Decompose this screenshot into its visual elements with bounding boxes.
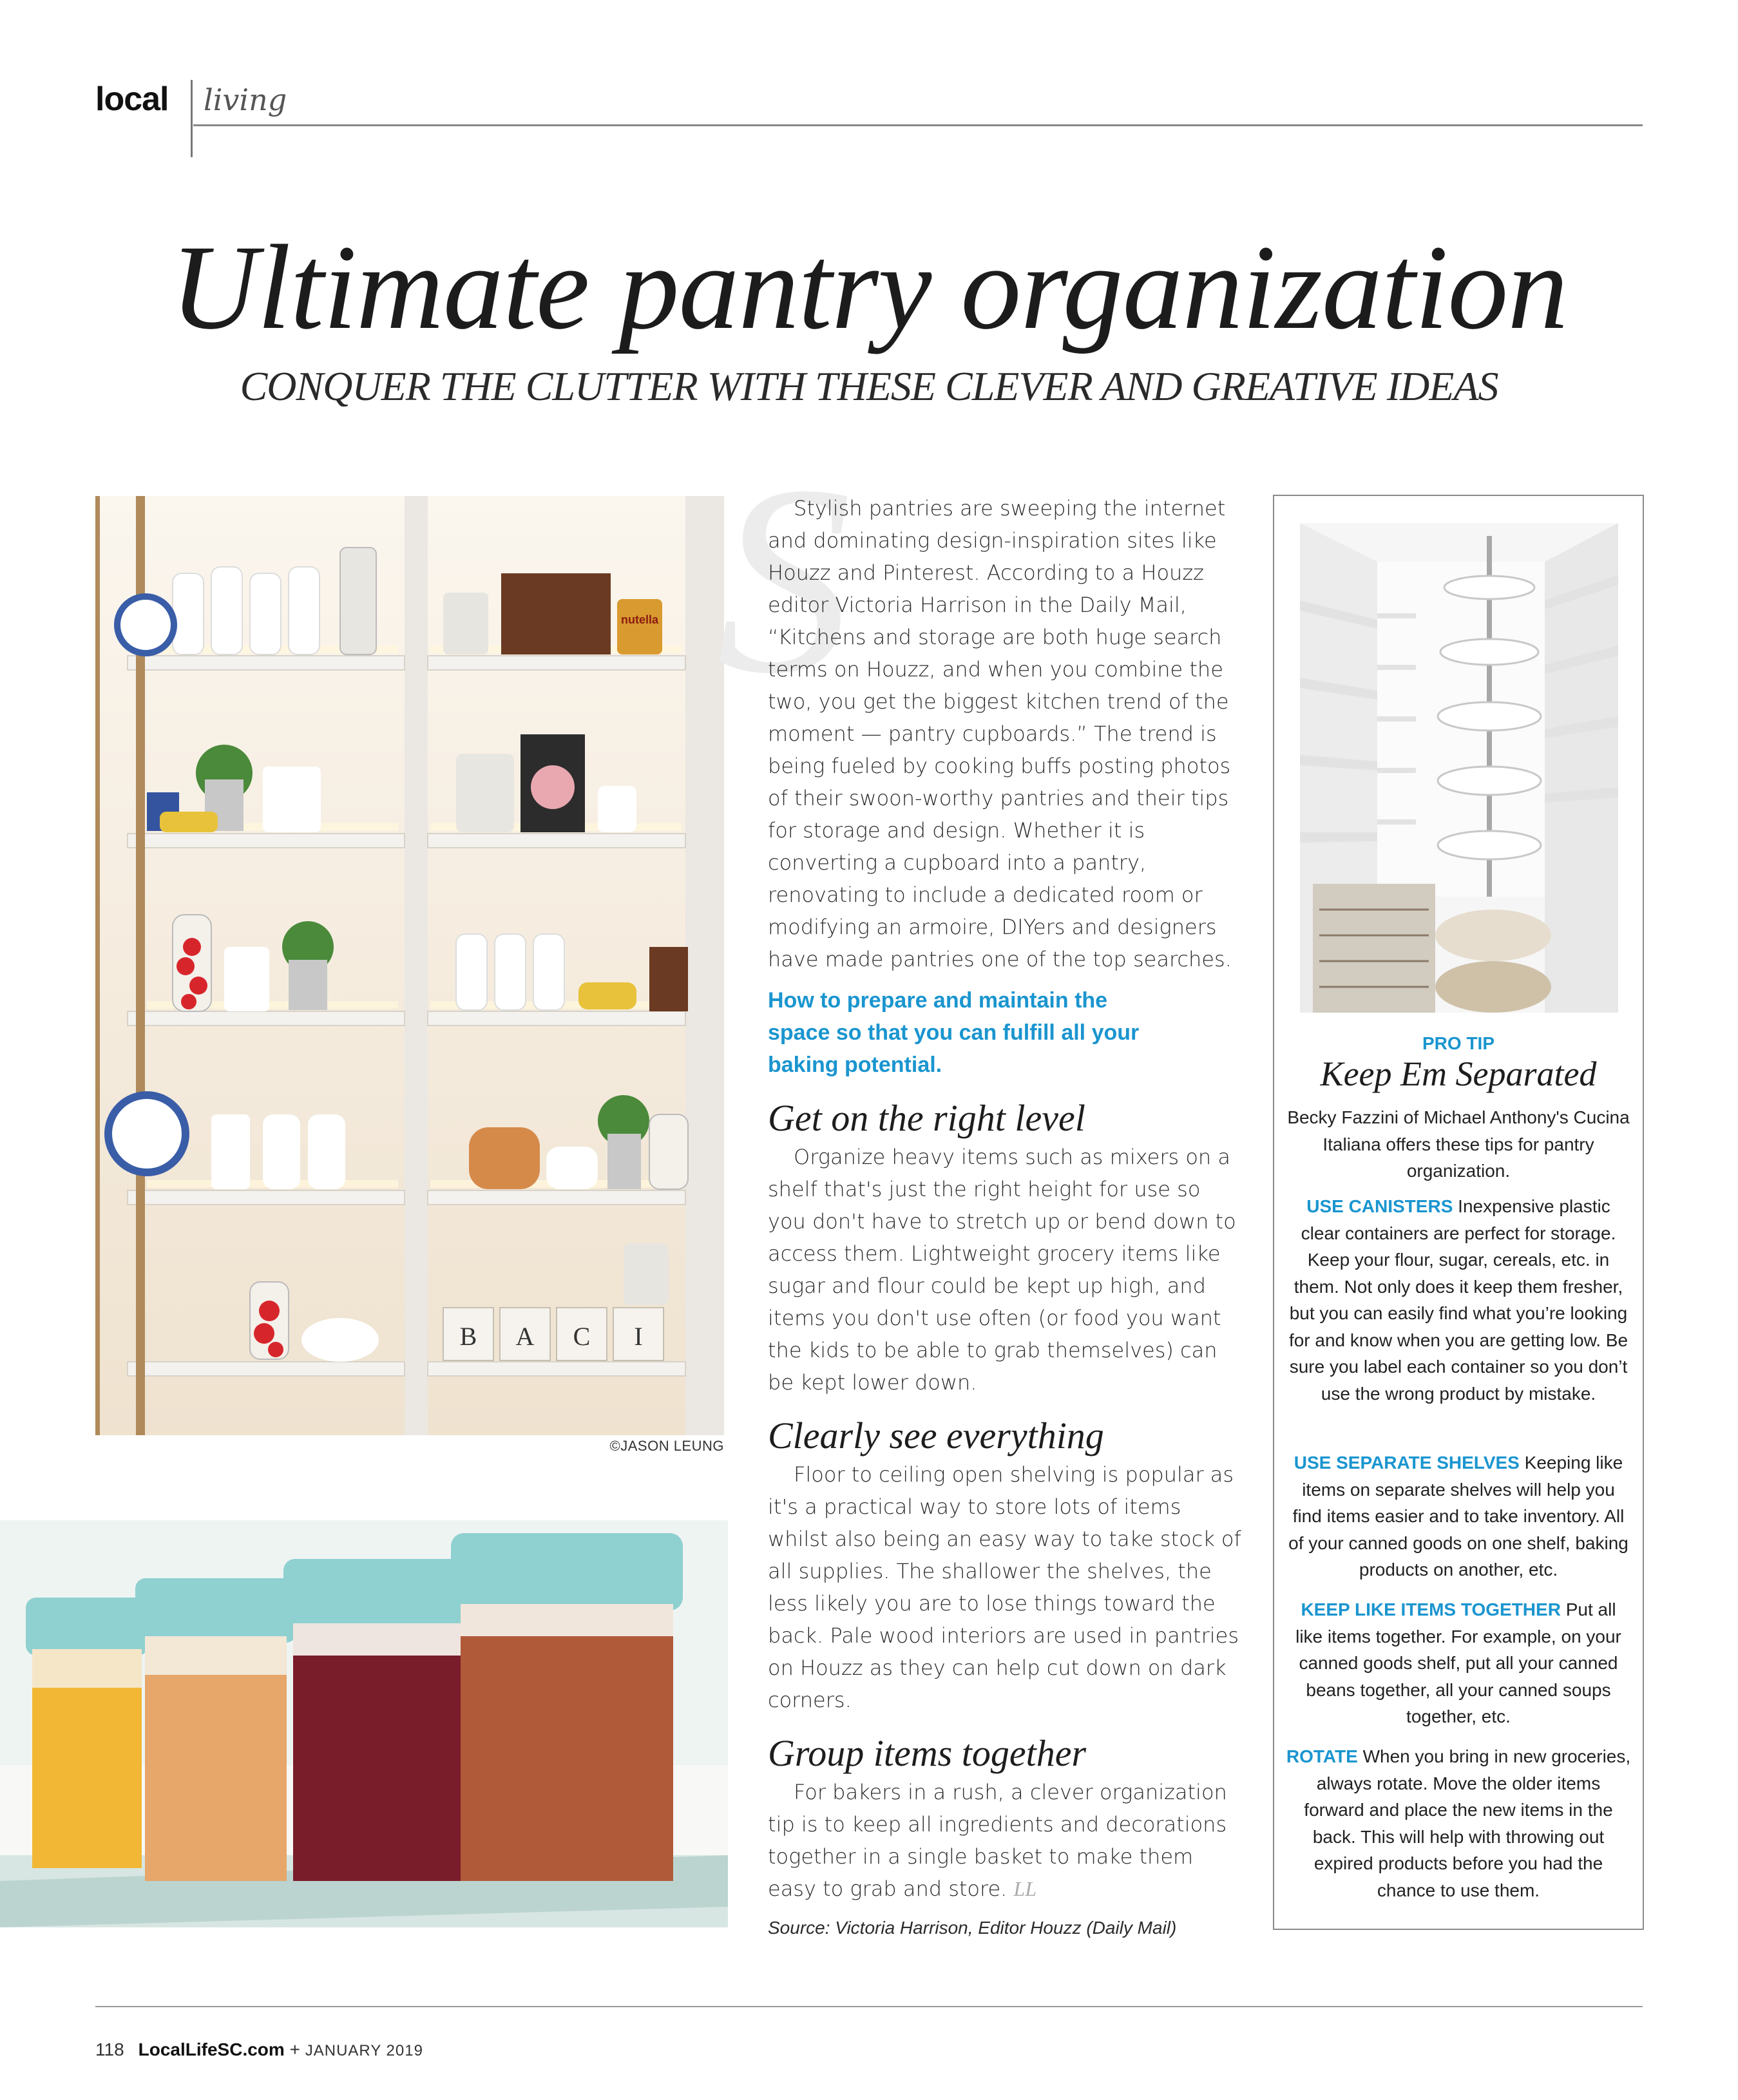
corner-pantry-illustration — [1300, 523, 1618, 1013]
section-heading-right-level: Get on the right level — [768, 1097, 1085, 1139]
header-rule — [193, 124, 1643, 126]
section-body-right-level: Organize heavy items such as mixers on a shelf that's just the right height for use so you don't have to stretch up or bend down to access them. Lightweight grocery items like sugar and flour could be kept up high, and items you don't use often (or food you want the kids to be able to grab themselves) can be kept lower down. — [768, 1144, 1236, 1395]
issue-date: JANUARY 2019 — [305, 2042, 423, 2059]
source-line: Source: Victoria Harrison, Editor Houzz (Daily Mail) — [768, 1917, 1177, 1938]
tip-keyword: USE SEPARATE SHELVES — [1294, 1453, 1520, 1473]
section-heading-see-everything: Clearly see everything — [768, 1414, 1104, 1456]
pantry-shelving-illustration — [95, 496, 724, 1435]
pro-tip-title: Keep Em Separated — [1320, 1055, 1597, 1093]
jar-letter-c: C — [573, 1322, 591, 1351]
section-body-group-items — [768, 1776, 1245, 1905]
footer-separator: + — [289, 2039, 300, 2059]
article-subtitle: CONQUER THE CLUTTER WITH THESE CLEVER AND GREATIVE IDEAS — [240, 363, 1498, 409]
footer-rule — [95, 2006, 1643, 2007]
tip-use-canisters — [1286, 1193, 1631, 1407]
article-column — [768, 492, 1245, 1938]
jar-letter-b: B — [459, 1322, 477, 1351]
end-mark: LL — [1013, 1876, 1037, 1900]
article-title: Ultimate pantry organization — [170, 220, 1568, 354]
intro-paragraph: Stylish pantries are sweeping the internet and dominating design-inspiration sites like Houzz and Pinterest. According to a Houzz editor Victoria Harrison in the Daily Mail, “Kitchens and storage are both huge search terms on Houzz, and when you combine the two, you get the biggest kitchen trend of the moment — pantry cupboards.” The trend is being fueled by cooking buffs posting photos of their swoon-worthy pantries and their tips for storage and design. Whether it is converting a cupboard into a pantry, renovating to include a dedicated room or modifying an armoire, DIYers and designers have made pantries one of the top searches. — [768, 496, 1232, 971]
tip-text: Keeping like items on separate shelves will help you find items easier and to take inventory. All of your canned goods on one shelf, baking products on another, etc. — [1288, 1453, 1628, 1580]
jar-letter-i: I — [634, 1322, 643, 1351]
photo-credit: ©JASON LEUNG — [609, 1438, 724, 1454]
canisters-illustration — [0, 1520, 728, 1927]
section-heading-group-items: Group items together — [768, 1732, 1087, 1774]
group-items-text: For bakers in a rush, a clever organization tip is to keep all ingredients and decorations together in a single basket to make them easy to grab and store. — [768, 1779, 1227, 1901]
canisters-photo — [0, 1520, 728, 1927]
nutella-label: nutella — [620, 613, 659, 626]
tip-text: Put all like items together. For example, on your canned goods shelf, put all your canned beans together, all your canned soups together, etc. — [1295, 1599, 1621, 1726]
tip-text: When you bring in new groceries, always rotate. Move the older items forward and place the new items in the back. This will help with throwing out expired products before you had the chance to use them. — [1304, 1746, 1631, 1900]
section-name: living — [204, 82, 287, 117]
page-number: 118 — [95, 2039, 124, 2059]
header-divider — [191, 80, 193, 157]
tip-rotate — [1286, 1743, 1631, 1904]
sidebar-intro: Becky Fazzini of Michael Anthony's Cucina Italiana offers these tips for pantry organization. — [1287, 1107, 1630, 1181]
section-body-see-everything: Floor to ceiling open shelving is popular as it's a practical way to store lots of items whilst also being an easy way to take stock of all supplies. The shallower the shelves, the less likely you are to lose things toward the back. Pale wood interiors are used in pantries on Houzz as they can help cut down on dark corners. — [768, 1462, 1241, 1712]
pro-tip-label: PRO TIP — [1422, 1033, 1494, 1053]
tip-keyword: ROTATE — [1286, 1746, 1358, 1766]
page-footer — [95, 2041, 423, 2059]
dropcap-letter: S — [716, 430, 852, 729]
tip-keyword: KEEP LIKE ITEMS TOGETHER — [1301, 1599, 1561, 1619]
pantry-shelving-photo — [95, 496, 724, 1435]
corner-pantry-photo — [1300, 523, 1618, 1013]
site-name: LocalLifeSC.com — [138, 2039, 285, 2059]
lead-in: How to prepare and maintain the space so that you can fulfill all your baking potential. — [768, 988, 1140, 1077]
section-brand: local — [95, 81, 169, 118]
jar-letter-a: A — [515, 1322, 535, 1351]
tip-like-items-together — [1286, 1596, 1631, 1730]
tip-separate-shelves — [1286, 1449, 1631, 1583]
tip-text: Inexpensive plastic clear containers are perfect for storage. Keep your flour, sugar, cereals, etc. in them. Not only does it keep them fresher, but you can easily find what you’re looking for and know when you are getting low. Be sure you label each container so you don’t use the wrong product by mistake. — [1288, 1196, 1628, 1404]
tip-keyword: USE CANISTERS — [1306, 1196, 1453, 1216]
